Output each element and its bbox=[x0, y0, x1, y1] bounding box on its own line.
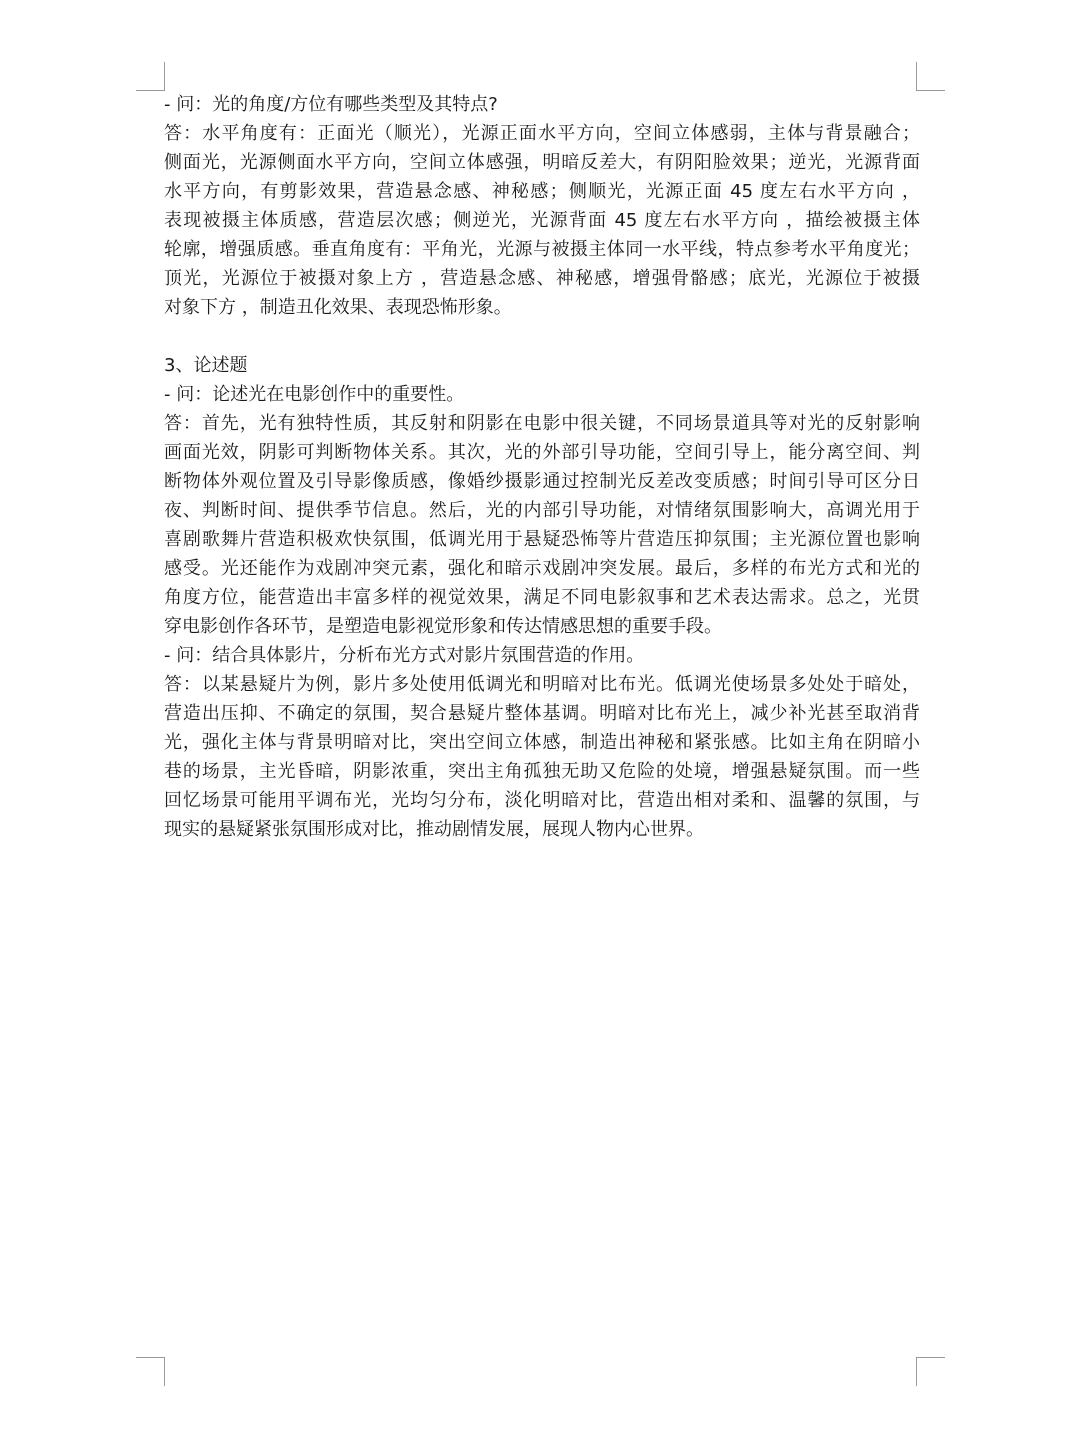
crop-mark-bottom-right bbox=[916, 1357, 945, 1386]
answer-line: 角度方位，能营造出丰富多样的视觉效果，满足不同电影叙事和艺术表达需求。总之，光贯 bbox=[164, 587, 920, 608]
answer-line: 喜剧歌舞片营造积极欢快氛围，低调光用于悬疑恐怖等片营造压抑氛围；主光源位置也影响 bbox=[164, 529, 920, 550]
question-importance-of-light: - 问：论述光在电影创作中的重要性。 bbox=[164, 384, 465, 405]
document-body bbox=[164, 90, 920, 844]
answer-line: 穿电影创作各环节，是塑造电影视觉形象和传达情感思想的重要手段。 bbox=[164, 616, 722, 637]
answer-line: 轮廓，增强质感。垂直角度有：平角光，光源与被摄主体同一水平线，特点参考水平角度光； bbox=[164, 239, 920, 260]
answer-line: 顶光，光源位于被摄对象上方 ，营造悬念感、神秘感，增强骨骼感；底光，光源位于被摄 bbox=[164, 268, 920, 289]
answer-line: 侧面光，光源侧面水平方向，空间立体感强，明暗反差大，有阴阳脸效果；逆光，光源背面 bbox=[164, 152, 920, 173]
answer-line: 对象下方 ，制造丑化效果、表现恐怖形象。 bbox=[164, 297, 512, 318]
crop-mark-bottom-left bbox=[136, 1357, 165, 1386]
answer-line: 表现被摄主体质感，营造层次感；侧逆光，光源背面 45 度左右水平方向 ，描绘被摄主体 bbox=[164, 210, 920, 231]
answer-line: 现实的悬疑紧张氛围形成对比，推动剧情发展，展现人物内心世界。 bbox=[164, 819, 704, 840]
answer-line: 画面光效，阴影可判断物体关系。其次，光的外部引导功能，空间引导上，能分离空间、判 bbox=[164, 442, 920, 463]
question-lighting-atmosphere: - 问：结合具体影片，分析布光方式对影片氛围营造的作用。 bbox=[164, 645, 645, 666]
question-light-angle: - 问：光的角度/方位有哪些类型及其特点? bbox=[164, 94, 498, 115]
answer-line: 断物体外观位置及引导影像质感，像婚纱摄影通过控制光反差改变质感；时间引导可区分日 bbox=[164, 471, 920, 492]
section-heading: 3、论述题 bbox=[164, 355, 248, 376]
answer-line: 感受。光还能作为戏剧冲突元素，强化和暗示戏剧冲突发展。最后，多样的布光方式和光的 bbox=[164, 558, 920, 579]
crop-mark-top-left bbox=[136, 62, 165, 91]
answer-line: 答：首先，光有独特性质，其反射和阴影在电影中很关键，不同场景道具等对光的反射影响 bbox=[164, 413, 920, 434]
answer-line: 水平方向，有剪影效果，营造悬念感、神秘感；侧顺光，光源正面 45 度左右水平方向 ， bbox=[164, 181, 920, 202]
answer-line: 回忆场景可能用平调布光，光均匀分布，淡化明暗对比，营造出相对柔和、温馨的氛围，与 bbox=[164, 790, 920, 811]
answer-line: 答：水平角度有：正面光（顺光），光源正面水平方向，空间立体感弱，主体与背景融合； bbox=[164, 123, 920, 144]
answer-line: 光，强化主体与背景明暗对比，突出空间立体感，制造出神秘和紧张感。比如主角在阴暗小 bbox=[164, 732, 920, 753]
crop-mark-top-right bbox=[916, 62, 945, 91]
answer-line: 答：以某悬疑片为例，影片多处使用低调光和明暗对比布光。低调光使场景多处处于暗处， bbox=[164, 674, 920, 695]
answer-line: 夜、判断时间、提供季节信息。然后，光的内部引导功能，对情绪氛围影响大，高调光用于 bbox=[164, 500, 920, 521]
answer-line: 营造出压抑、不确定的氛围，契合悬疑片整体基调。明暗对比布光上，减少补光甚至取消背 bbox=[164, 703, 920, 724]
answer-line: 巷的场景，主光昏暗，阴影浓重，突出主角孤独无助又危险的处境，增强悬疑氛围。而一些 bbox=[164, 761, 920, 782]
paragraph-spacer bbox=[164, 322, 920, 351]
